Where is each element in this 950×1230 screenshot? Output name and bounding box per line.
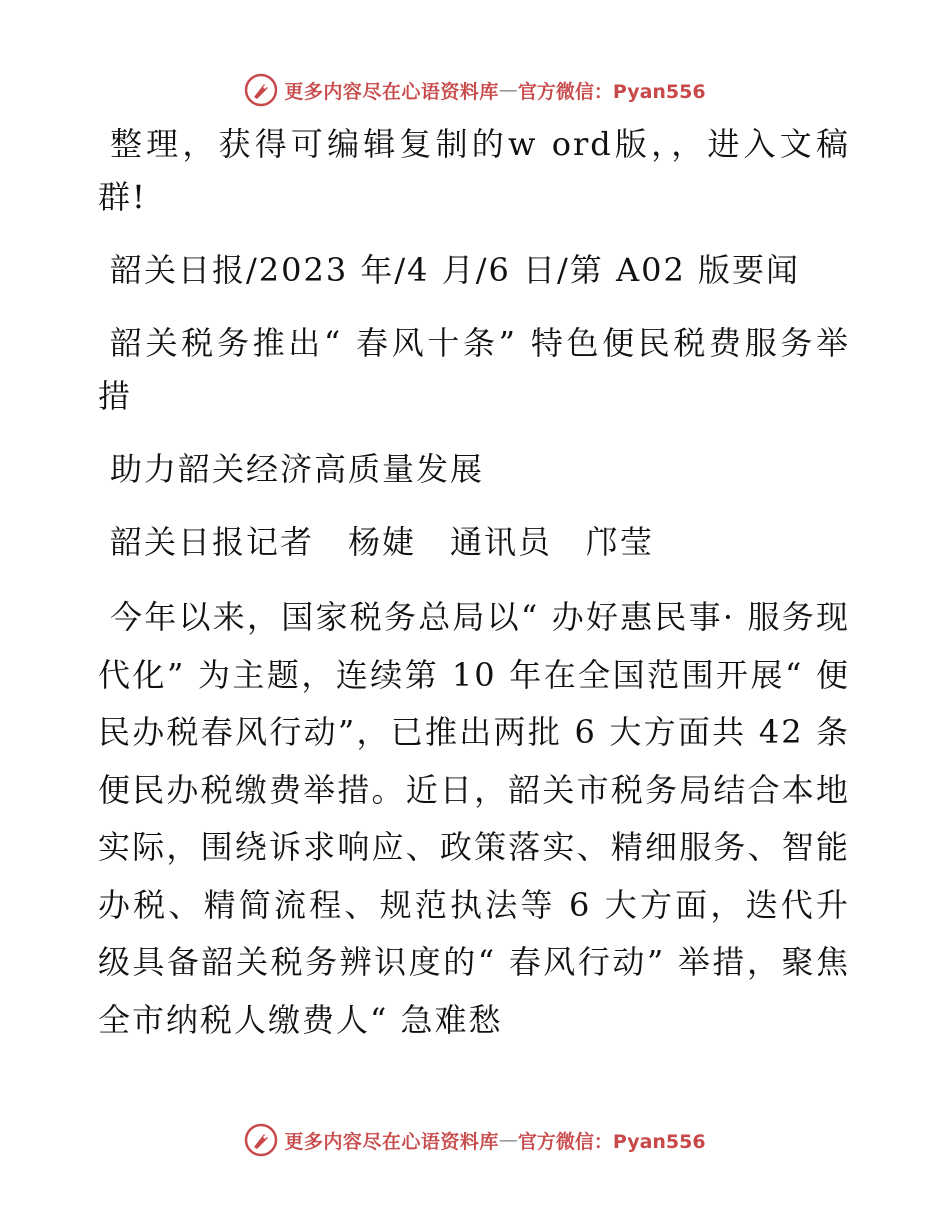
byline: 韶关日报记者 杨婕 通讯员 邝莹 xyxy=(110,523,655,561)
source-line: 韶关日报/2023 年/4 月/6 日/第 A02 版要闻 xyxy=(110,251,800,289)
watermark-contact: 官方微信：Pyan556 xyxy=(517,1130,706,1153)
intro-note: 整理，获得可编辑复制的w ord版，，进入文稿群! xyxy=(98,125,850,216)
body-paragraph: 今年以来，国家税务总局以“ 办好惠民事· 服务现代化” 为主题，连续第 10 年在全国范围开展“ 便民办税春风行动”，已推出两批 6 大方面共 42 条便民办税缴费举措。近日，韶关市税务局结合本地实际，围绕诉求响应、政策落实、精细服务、智能办税、精简流程、规范执法等 6 大方面，迭代升级具备韶关税务辨识度的“ 春风行动” 举措，聚焦全市纳税人缴费人“ 急难愁 xyxy=(98,598,850,1039)
pen-nib-circle-icon xyxy=(244,1123,278,1157)
watermark-banner-bottom xyxy=(0,1120,950,1160)
watermark-separator: — xyxy=(498,1129,518,1151)
watermark-text: 更多内容尽在心语资料库 xyxy=(284,1130,499,1153)
watermark-separator: — xyxy=(498,79,518,101)
pen-nib-circle-icon xyxy=(244,73,278,107)
document-body xyxy=(98,118,850,1069)
watermark-contact: 官方微信：Pyan556 xyxy=(517,80,706,103)
watermark-text: 更多内容尽在心语资料库 xyxy=(284,80,499,103)
article-title: 韶关税务推出“ 春风十条” 特色便民税费服务举措 xyxy=(98,324,850,415)
watermark-banner-top xyxy=(0,70,950,110)
article-subtitle: 助力韶关经济高质量发展 xyxy=(110,450,485,488)
